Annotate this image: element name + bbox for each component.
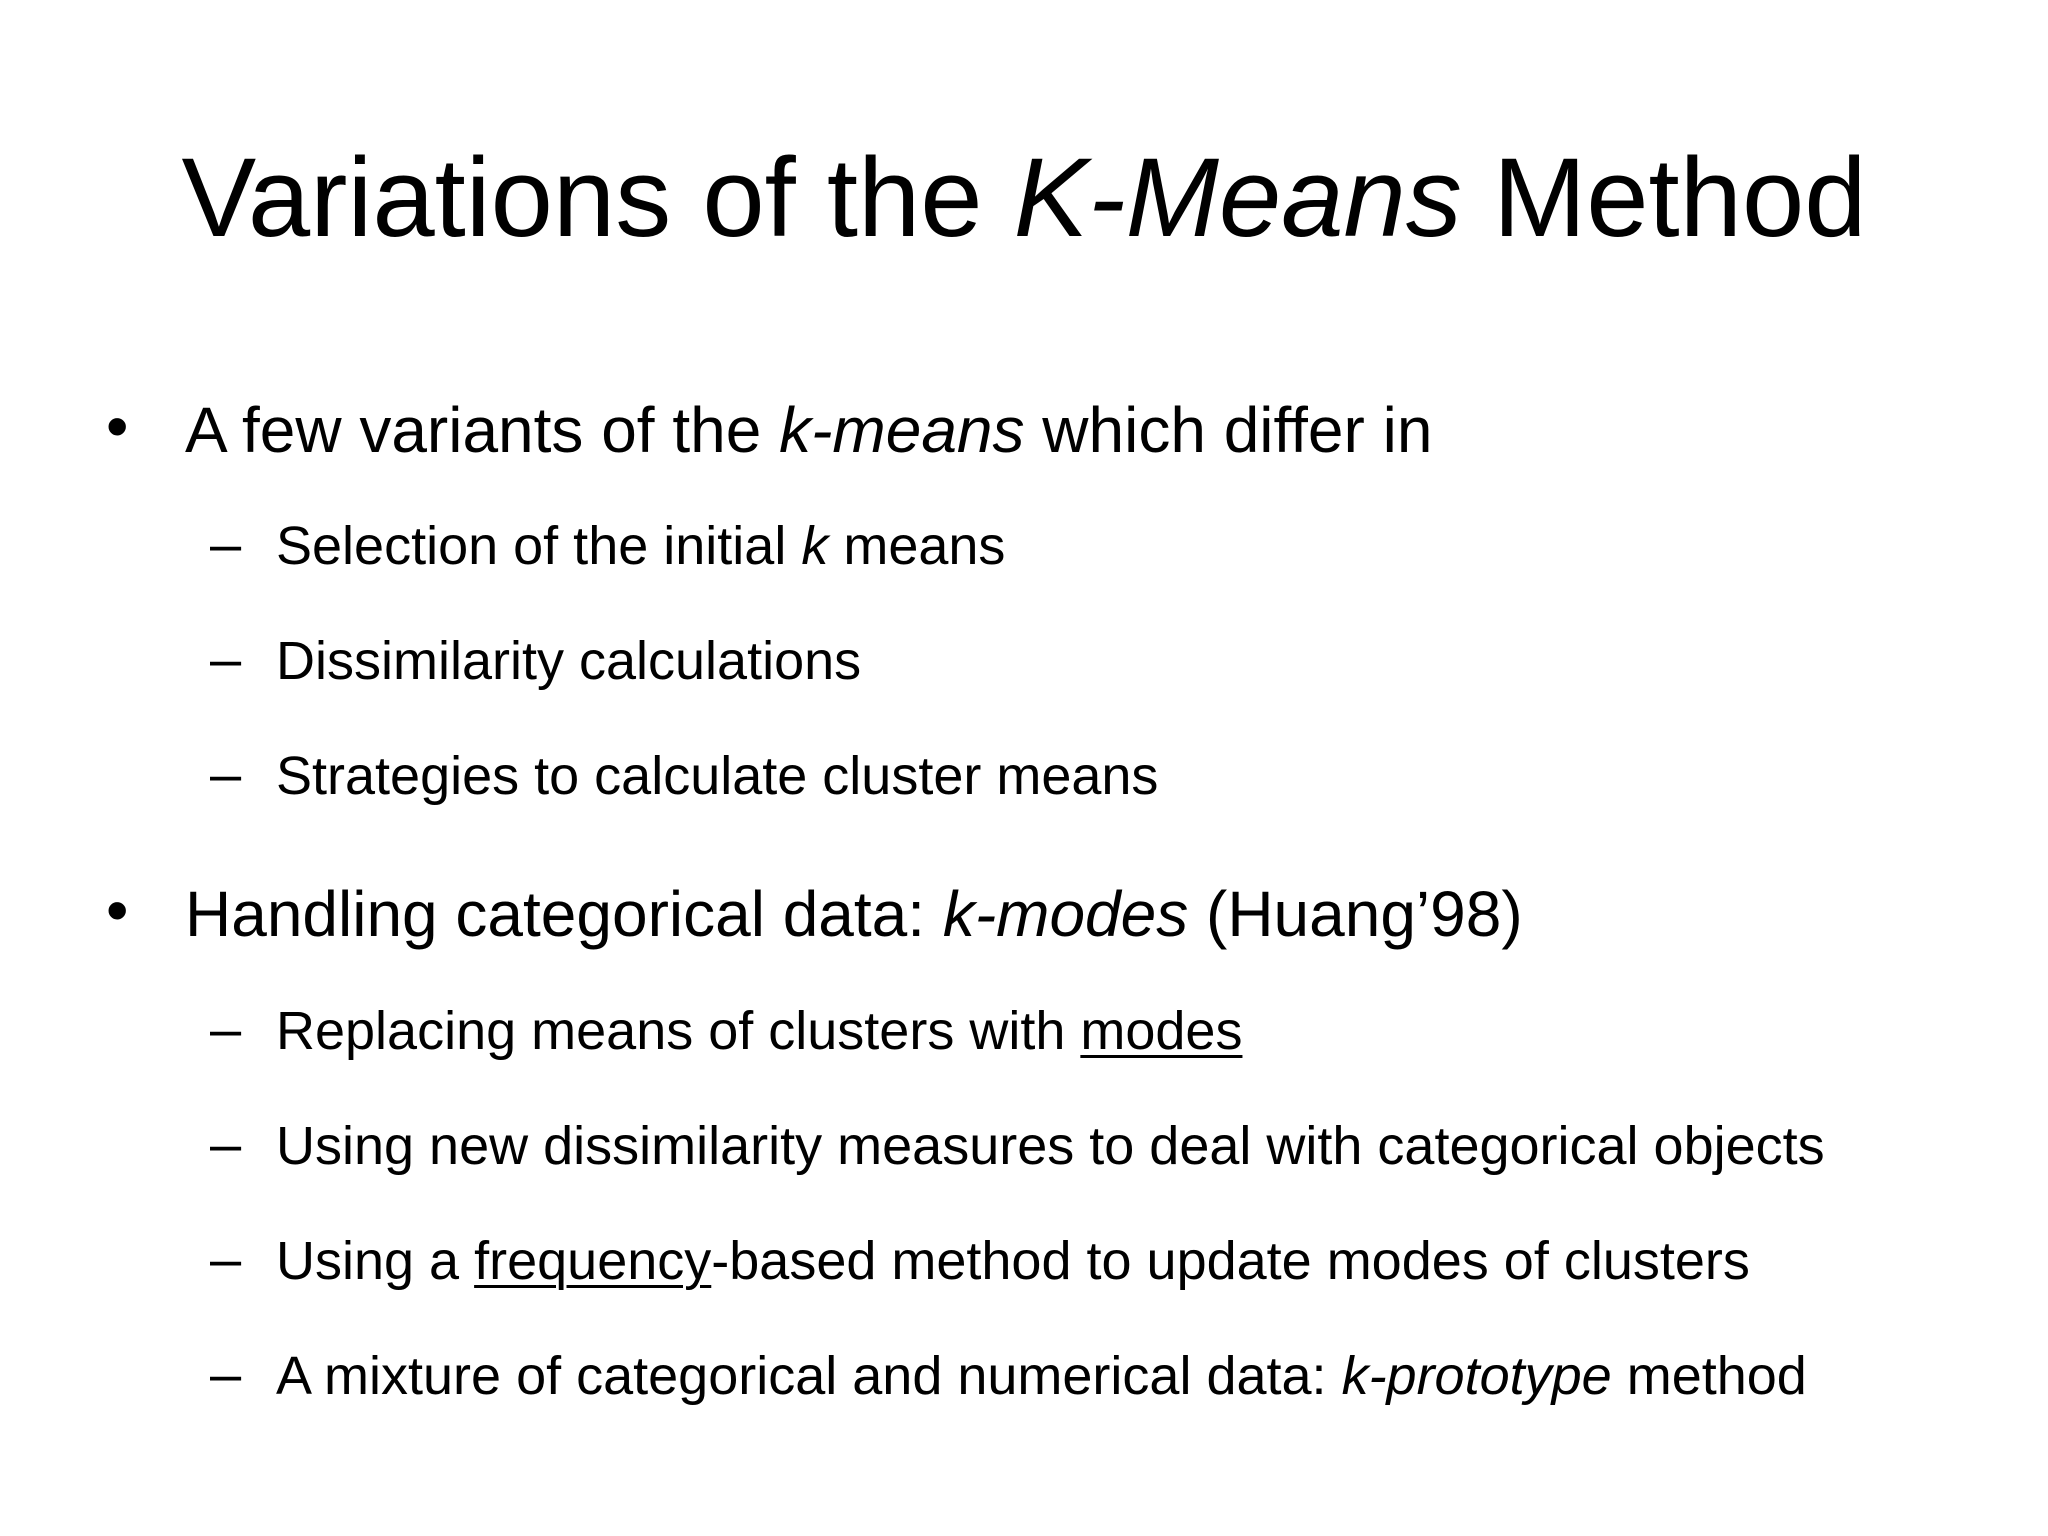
bullet-2-text: Handling categorical data: k-modes (Huang’98) <box>185 878 1523 950</box>
sub-bullet-2-3-text: Using a frequency-based method to update modes of clusters <box>276 1231 1750 1291</box>
bullet-marker: • <box>106 390 129 462</box>
underlined-term-frequency: frequency <box>474 1231 712 1291</box>
dash-marker: – <box>210 627 242 690</box>
sub-bullet-2-1-text: Replacing means of clusters with modes <box>276 1001 1243 1061</box>
sub-bullet-1-1-text: Selection of the initial k means <box>276 516 1006 576</box>
dash-marker: – <box>210 997 242 1060</box>
sub-bullet-2-2-text: Using new dissimilarity measures to deal with categorical objects <box>276 1116 1825 1176</box>
sub-bullet-1-3-text: Strategies to calculate cluster means <box>276 746 1159 806</box>
title-text: Variations of the <box>181 135 1014 260</box>
dash-marker: – <box>210 742 242 805</box>
slide-title <box>0 128 2048 268</box>
underlined-term-modes: modes <box>1080 1001 1243 1061</box>
dash-marker: – <box>210 1112 242 1175</box>
bullet-1-text: A few variants of the k-means which differ in <box>185 394 1433 466</box>
dash-marker: – <box>210 1342 242 1405</box>
sub-bullet-1-2-text: Dissimilarity calculations <box>276 631 862 691</box>
title-text-end: Method <box>1461 135 1867 260</box>
dash-marker: – <box>210 1227 242 1290</box>
dash-marker: – <box>210 512 242 575</box>
bullet-marker: • <box>106 874 129 946</box>
title-italic-text: K-Means <box>1013 135 1462 260</box>
sub-bullet-2-4-text: A mixture of categorical and numerical data: k-prototype method <box>276 1346 1807 1406</box>
